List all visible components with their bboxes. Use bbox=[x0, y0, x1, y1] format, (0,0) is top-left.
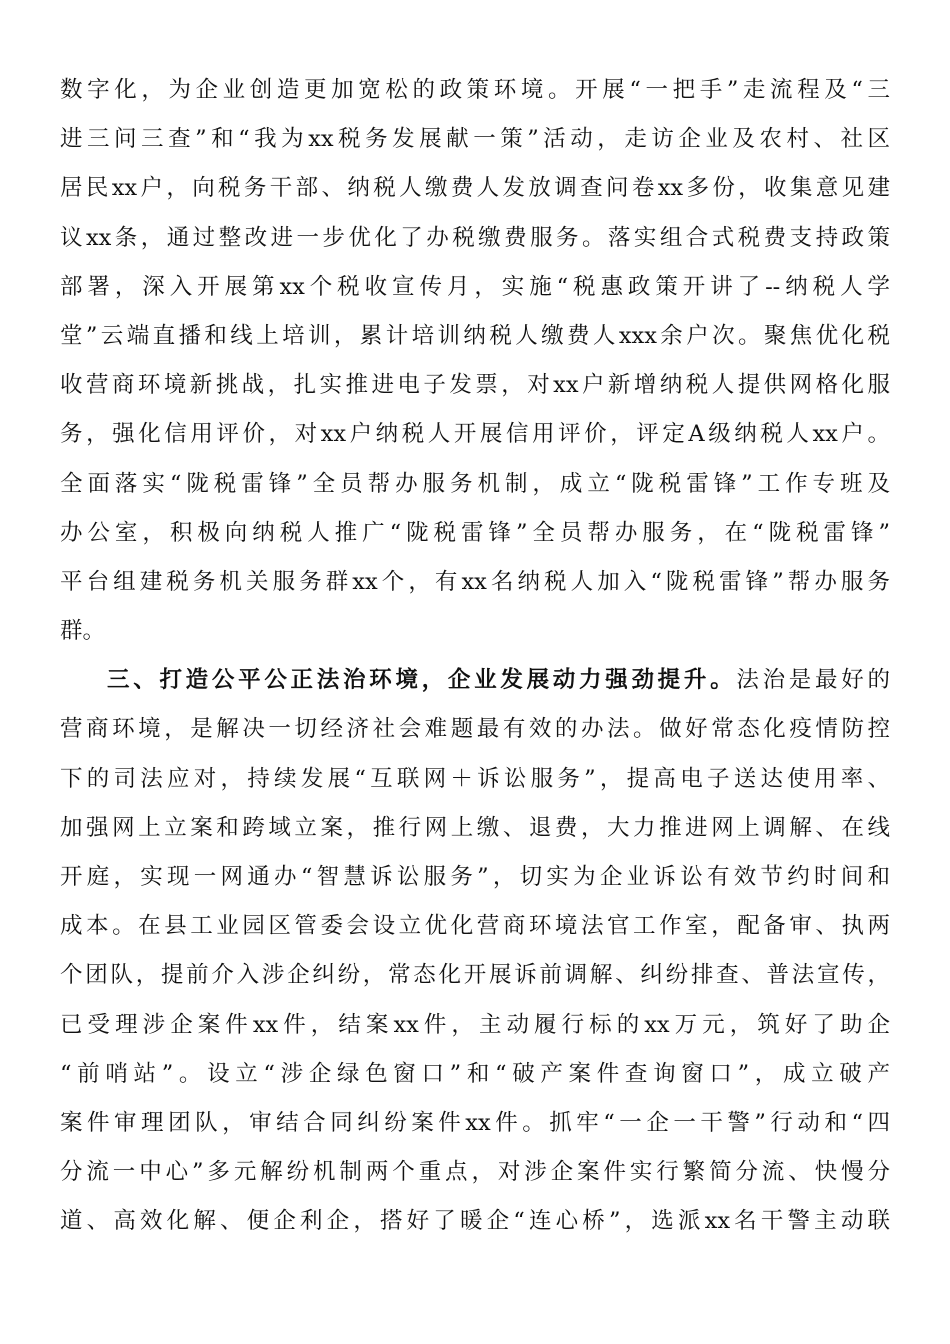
text-line: 开庭，实现一网通办“智慧诉讼服务”，切实为企业诉讼有效节约时间和 bbox=[60, 864, 890, 890]
text-line: 居民xx户，向税务干部、纳税人缴费人发放调查问卷xx多份，收集意见建 bbox=[60, 175, 890, 202]
text-line: 平台组建税务机关服务群xx个，有xx名纳税人加入“陇税雷锋”帮办服务 bbox=[60, 568, 890, 595]
text-line: 全面落实“陇税雷锋”全员帮办服务机制，成立“陇税雷锋”工作专班及 bbox=[60, 470, 890, 497]
section-heading: 三、打造公平公正法治环境，企业发展动力强劲提升。 bbox=[107, 667, 737, 694]
text-line: 成本。在县工业园区管委会设立优化营商环境法官工作室，配备审、执两 bbox=[60, 913, 890, 940]
heading-line-rest: 法治是最好的 bbox=[736, 667, 890, 694]
paragraph-tax-services bbox=[60, 66, 890, 656]
text-line: 堂”云端直播和线上培训，累计培训纳税人缴费人xxx余户次。聚焦优化税 bbox=[60, 322, 890, 349]
text-line: 数字化，为企业创造更加宽松的政策环境。开展“一把手”走流程及“三 bbox=[60, 77, 890, 103]
text-line: 营商环境，是解决一切经济社会难题最有效的办法。做好常态化疫情防控 bbox=[60, 716, 890, 743]
text-line: 办公室，积极向纳税人推广“陇税雷锋”全员帮办服务，在“陇税雷锋” bbox=[60, 519, 890, 546]
text-line: 收营商环境新挑战，扎实推进电子发票，对xx户新增纳税人提供网格化服 bbox=[60, 372, 890, 399]
section-heading-line bbox=[60, 656, 890, 705]
text-line: 加强网上立案和跨域立案，推行网上缴、退费，大力推进网上调解、在线 bbox=[60, 814, 890, 841]
document-page bbox=[60, 66, 890, 1247]
text-line: 道、高效化解、便企利企，搭好了暖企“连心桥”，选派xx名干警主动联 bbox=[60, 1208, 890, 1235]
text-line: 部署，深入开展第xx个税收宣传月，实施“税惠政策开讲了--纳税人学 bbox=[60, 273, 890, 300]
text-line: 群。 bbox=[60, 618, 106, 645]
text-line: 个团队，提前介入涉企纠纷，常态化开展诉前调解、纠纷排查、普法宣传， bbox=[60, 962, 890, 989]
text-line: 案件审理团队，审结合同纠纷案件xx件。抓牢“一企一干警”行动和“四 bbox=[60, 1109, 890, 1136]
text-line: 已受理涉企案件xx件，结案xx件，主动履行标的xx万元，筑好了助企 bbox=[60, 1011, 890, 1038]
text-line: “前哨站”。设立“涉企绿色窗口”和“破产案件查询窗口”，成立破产 bbox=[60, 1060, 890, 1087]
text-line: 议xx条，通过整改进一步优化了办税缴费服务。落实组合式税费支持政策 bbox=[60, 224, 890, 251]
text-line: 下的司法应对，持续发展“互联网＋诉讼服务”，提高电子送达使用率、 bbox=[60, 765, 890, 792]
paragraph-legal-environment bbox=[60, 656, 890, 1246]
text-line: 进三问三查”和“我为xx税务发展献一策”活动，走访企业及农村、社区 bbox=[60, 126, 890, 153]
text-line: 分流一中心”多元解纷机制两个重点，对涉企案件实行繁简分流、快慢分 bbox=[60, 1159, 890, 1186]
text-line: 务，强化信用评价，对xx户纳税人开展信用评价，评定A级纳税人xx户。 bbox=[60, 421, 890, 448]
